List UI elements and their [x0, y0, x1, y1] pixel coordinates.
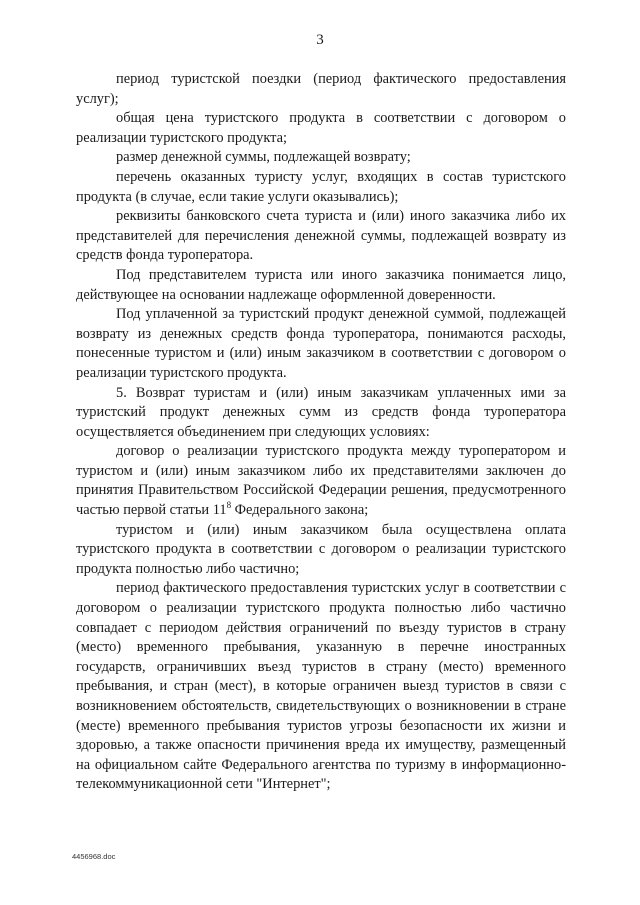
paragraph-representative-definition: Под представителем туриста или иного заказчика понимается лицо, действующее на основании надлежаще оформленной доверенности.	[76, 266, 566, 303]
page-number: 3	[316, 32, 324, 48]
contract-condition-text: договор о реализации туристского продукта между туроператором и туристом и (или) иным заказчиком либо их представителями заключен до принятия Правительством Российской Федерации решения, предусмотренного частью первой статьи 11	[76, 443, 566, 519]
paragraph-bank-details: реквизиты банковского счета туриста и (или) иного заказчика либо их представителей для перечисления денежной суммы, подлежащей возврату из средств фонда туроператора.	[76, 208, 566, 264]
document-body	[76, 70, 566, 795]
article-superscript: 8	[226, 500, 232, 511]
paragraph-payment-condition: туристом и (или) иным заказчиком была осуществлена оплата туристского продукта в соответствии с договором о реализации туристского продукта полностью либо частично;	[76, 521, 566, 577]
paragraph-total-price: общая цена туристского продукта в соответствии с договором о реализации туристского продукта;	[76, 110, 566, 146]
footer-file-name: 4456968.doc	[72, 852, 116, 861]
paragraph-trip-period: период туристской поездки (период фактического предоставления услуг);	[76, 71, 566, 107]
paragraph-refund-conditions: 5. Возврат туристам и (или) иным заказчикам уплаченных ими за туристский продукт денежных сумм из средств фонда туроператора осуществляется объединением при следующих условиях:	[76, 384, 566, 440]
contract-condition-tail: Федерального закона;	[231, 502, 369, 519]
paragraph-paid-sum-definition: Под уплаченной за туристский продукт денежной суммой, подлежащей возврату из денежных средств фонда туроператора, понимаются расходы, понесенные туристом и (или) иным заказчиком в соответствии с договором о реализации туристского продукта.	[76, 306, 566, 381]
paragraph-contract-date-condition	[76, 442, 566, 520]
paragraph-services-list: перечень оказанных туристу услуг, входящих в состав туристского продукта (в случае, если такие услуги оказывались);	[76, 168, 566, 205]
paragraph-service-period-condition: период фактического предоставления туристских услуг в соответствии с договором о реализации туристского продукта полностью либо частично совпадает с периодом действия ограничений по въезду туристов в страну (место) временного пребывания, указанную в перечне иностранных государств, ограничивших въезд туристов в страну (место) временного пребывания, и стран (мест), в которые ограничен выезд туристов в связи с возникновением обстоятельств, свидетельствующих о возникновении в стране (месте) временного пребывания туристов угрозы безопасности их жизни и здоровью, а также опасности причинения вреда их имуществу, размещенный на официальном сайте Федерального агентства по туризму в информационно-телекоммуникационной сети "Интернет";	[76, 580, 566, 793]
paragraph-refund-amount: размер денежной суммы, подлежащей возврату;	[116, 149, 411, 166]
